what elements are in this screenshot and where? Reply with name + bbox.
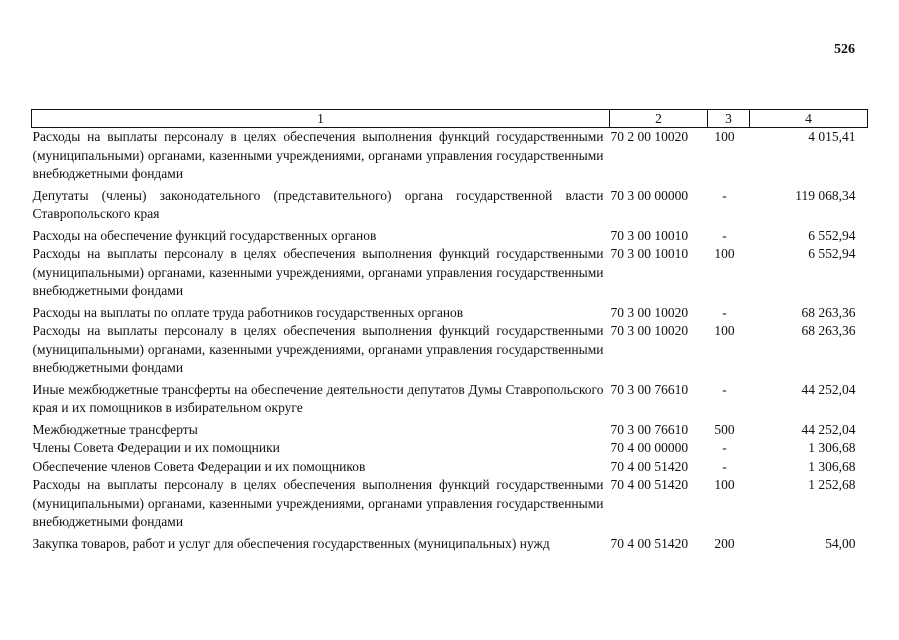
row-name: Расходы на выплаты персоналу в целях обеспечения выполнения функций государственными (муниципальными) органами, казенными учреждениями, органами управления государственными внебюджетными фондами [32,129,604,181]
row-vr: - [722,440,727,455]
table-row [32,128,868,184]
row-name: Расходы на выплаты по оплате труда работников государственных органов [32,304,464,320]
row-vr: - [722,381,727,397]
row-code: 70 4 00 51420 [610,477,689,492]
row-code: 70 4 00 00000 [610,440,689,455]
table-row [32,532,868,554]
row-name: Расходы на обеспечение функций государственных органов [32,227,377,243]
row-amount: 6 552,94 [808,246,856,261]
row-amount: 1 306,68 [808,458,856,474]
row-name: Депутаты (члены) законодательного (представительного) органа государственной власти Ставропольского края [32,187,604,221]
row-vr: - [722,458,727,474]
row-code: 70 2 00 10020 [610,129,689,144]
row-code: 70 3 00 10020 [610,304,689,320]
row-amount: 1 252,68 [808,477,856,492]
row-name: Расходы на выплаты персоналу в целях обеспечения выполнения функций государственными (муниципальными) органами, казенными учреждениями, органами управления государственными внебюджетными фондами [32,477,604,529]
table-row [32,245,868,301]
table-row [32,476,868,532]
table-header [32,110,868,128]
row-code: 70 3 00 10020 [610,323,689,338]
row-name: Расходы на выплаты персоналу в целях обеспечения выполнения функций государственными (муниципальными) органами, казенными учреждениями, органами управления государственными внебюджетными фондами [32,323,604,375]
table-row [32,301,868,323]
row-vr: 100 [714,246,735,261]
row-amount: 44 252,04 [801,381,856,397]
row-amount: 68 263,36 [801,304,856,320]
table-row [32,458,868,477]
row-name: Члены Совета Федерации и их помощники [32,440,280,455]
table-row [32,224,868,246]
row-code: 70 4 00 51420 [610,535,689,551]
header-col-3: 3 [708,110,750,128]
row-vr: - [722,304,727,320]
row-amount: 1 306,68 [808,440,856,455]
row-name: Обеспечение членов Совета Федерации и их помощников [32,458,366,474]
row-code: 70 3 00 76610 [610,421,689,437]
table-row [32,184,868,224]
row-vr: 500 [714,421,735,437]
budget-table [31,109,868,553]
row-vr: 100 [714,129,735,144]
row-code: 70 4 00 51420 [610,458,689,474]
table-row [32,418,868,440]
row-name: Межбюджетные трансферты [32,421,198,437]
row-amount: 119 068,34 [795,187,856,203]
row-name: Иные межбюджетные трансферты на обеспечение деятельности депутатов Думы Ставропольского края и их помощников в избирательном округе [32,381,604,415]
row-amount: 54,00 [825,535,856,551]
row-name: Закупка товаров, работ и услуг для обеспечения государственных (муниципальных) нужд [32,535,550,551]
table-body [32,128,868,554]
row-vr: - [722,187,727,203]
row-name: Расходы на выплаты персоналу в целях обеспечения выполнения функций государственными (муниципальными) органами, казенными учреждениями, органами управления государственными внебюджетными фондами [32,246,604,298]
row-amount: 44 252,04 [801,421,856,437]
row-code: 70 3 00 10010 [610,227,689,243]
row-vr: - [722,227,727,243]
row-amount: 4 015,41 [808,129,856,144]
row-vr: 100 [714,323,735,338]
budget-table-container [31,109,867,553]
row-code: 70 3 00 10010 [610,246,689,261]
table-row [32,439,868,458]
table-row [32,322,868,378]
row-vr: 100 [714,477,735,492]
table-row [32,378,868,418]
header-col-1: 1 [32,110,610,128]
row-code: 70 3 00 76610 [610,381,689,397]
row-amount: 68 263,36 [801,323,856,338]
row-amount: 6 552,94 [808,227,856,243]
row-vr: 200 [714,535,735,551]
header-col-2: 2 [610,110,708,128]
row-code: 70 3 00 00000 [610,187,689,203]
page-number: 526 [834,42,855,57]
header-col-4: 4 [750,110,868,128]
